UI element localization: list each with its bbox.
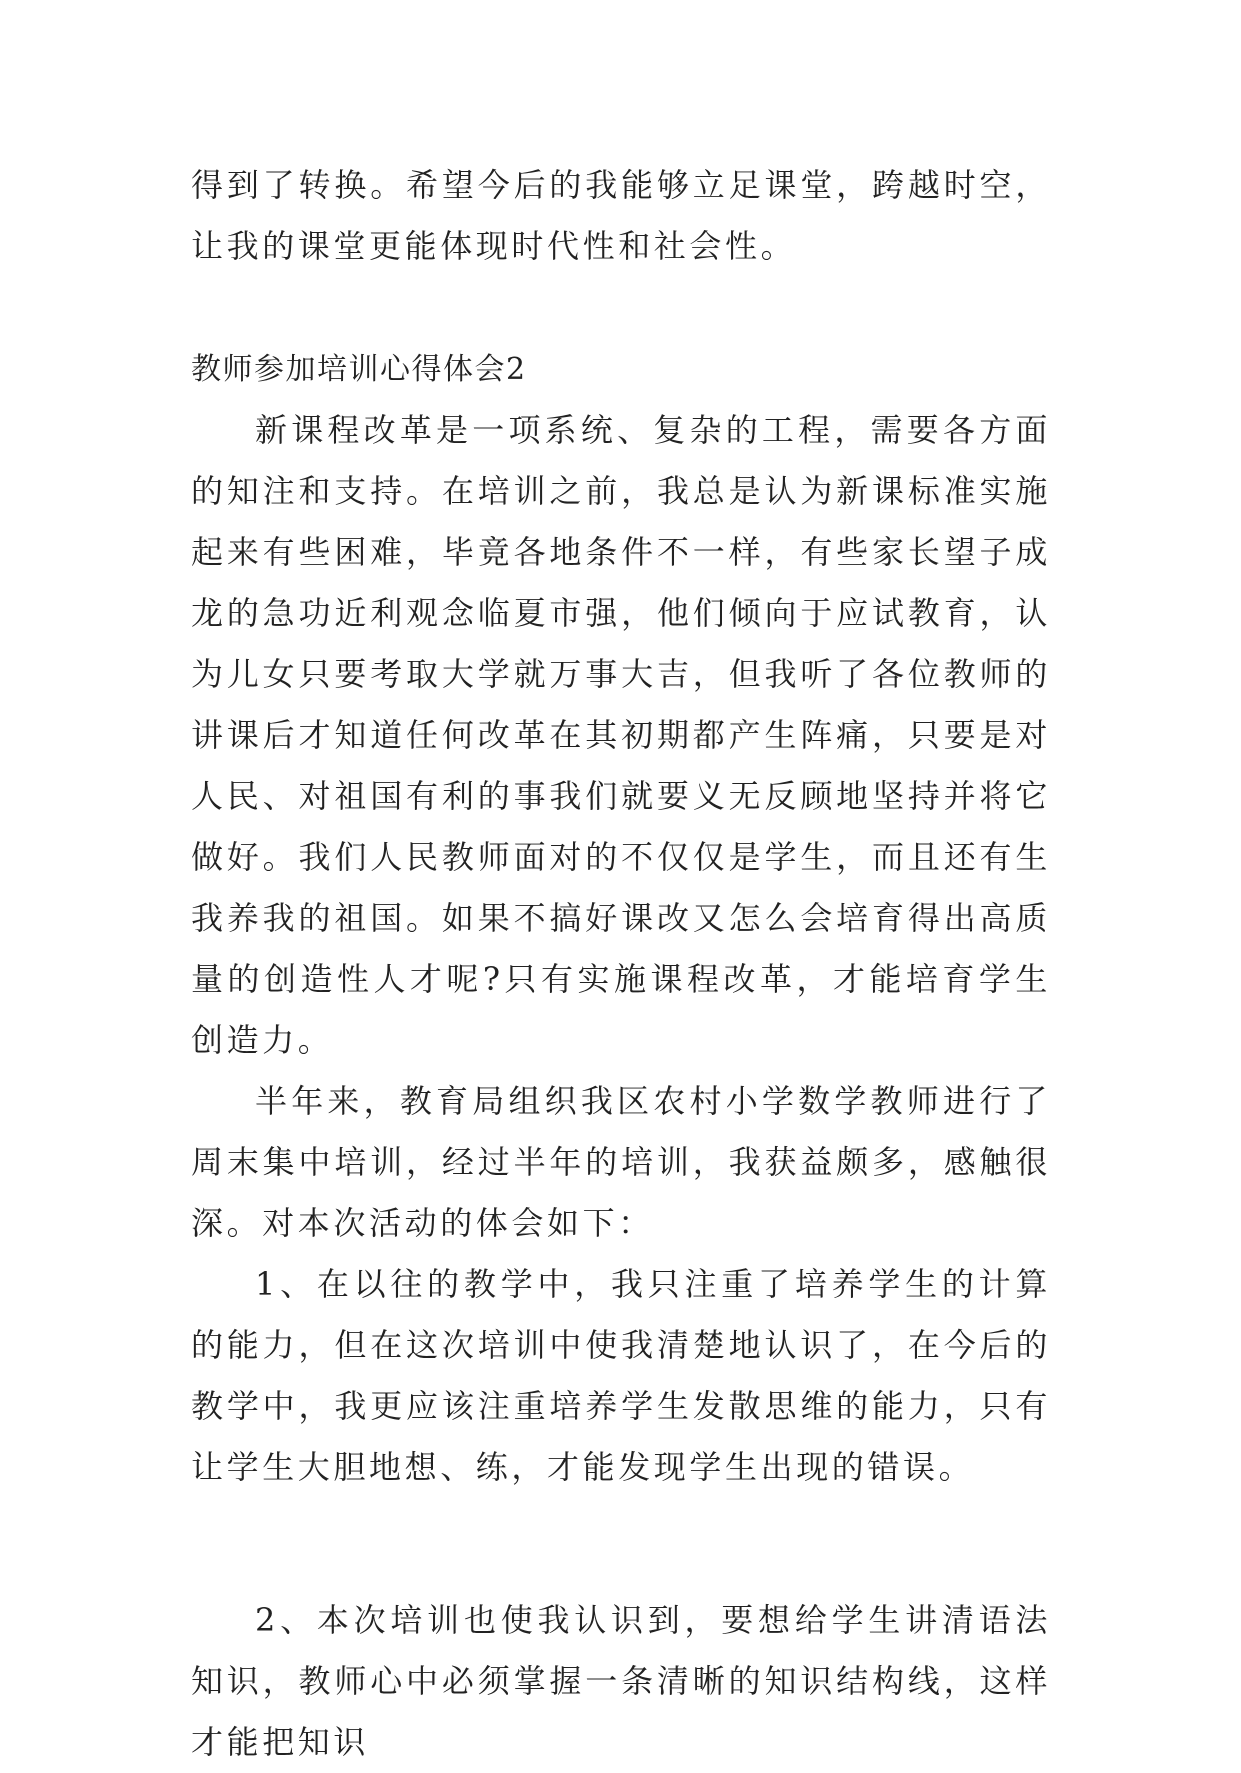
paragraph-reform: 新课程改革是一项系统、复杂的工程，需要各方面的知注和支持。在培训之前，我总是认为新课标准实施起来有些困难，毕竟各地条件不一样，有些家长望子成龙的急功近利观念临夏市强，他们倾向于应试教育，认为儿女只要考取大学就万事大吉，但我听了各位教师的讲课后才知道任何改革在其初期都产生阵痛，只要是对人民、对祖国有利的事我们就要义无反顾地坚持并将它做好。我们人民教师面对的不仅仅是学生，而且还有生我养我的祖国。如果不搞好课改又怎么会培育得出高质量的创造性人才呢?只有实施课程改革，才能培育学生创造力。 [191,411,1051,1059]
paragraph-point-2: 2、本次培训也使我认识到，要想给学生讲清语法知识，教师心中必须掌握一条清晰的知识结构线，这样才能把知识 [191,1601,1051,1761]
paragraph-gap [191,1498,1051,1590]
section-gap [191,277,1051,339]
intro-paragraph: 得到了转换。希望今后的我能够立足课堂，跨越时空，让我的课堂更能体现时代性和社会性。 [191,166,1051,265]
paragraph-training: 半年来，教育局组织我区农村小学数学教师进行了周末集中培训，经过半年的培训，我获益颇多，感触很深。对本次活动的体会如下： [191,1082,1051,1242]
document-body [191,155,1051,1773]
section-title: 教师参加培训心得体会2 [191,352,527,387]
paragraph-point-1: 1、在以往的教学中，我只注重了培养学生的计算的能力，但在这次培训中使我清楚地认识了，在今后的教学中，我更应该注重培养学生发散思维的能力，只有让学生大胆地想、练，才能发现学生出现的错误。 [191,1265,1051,1486]
